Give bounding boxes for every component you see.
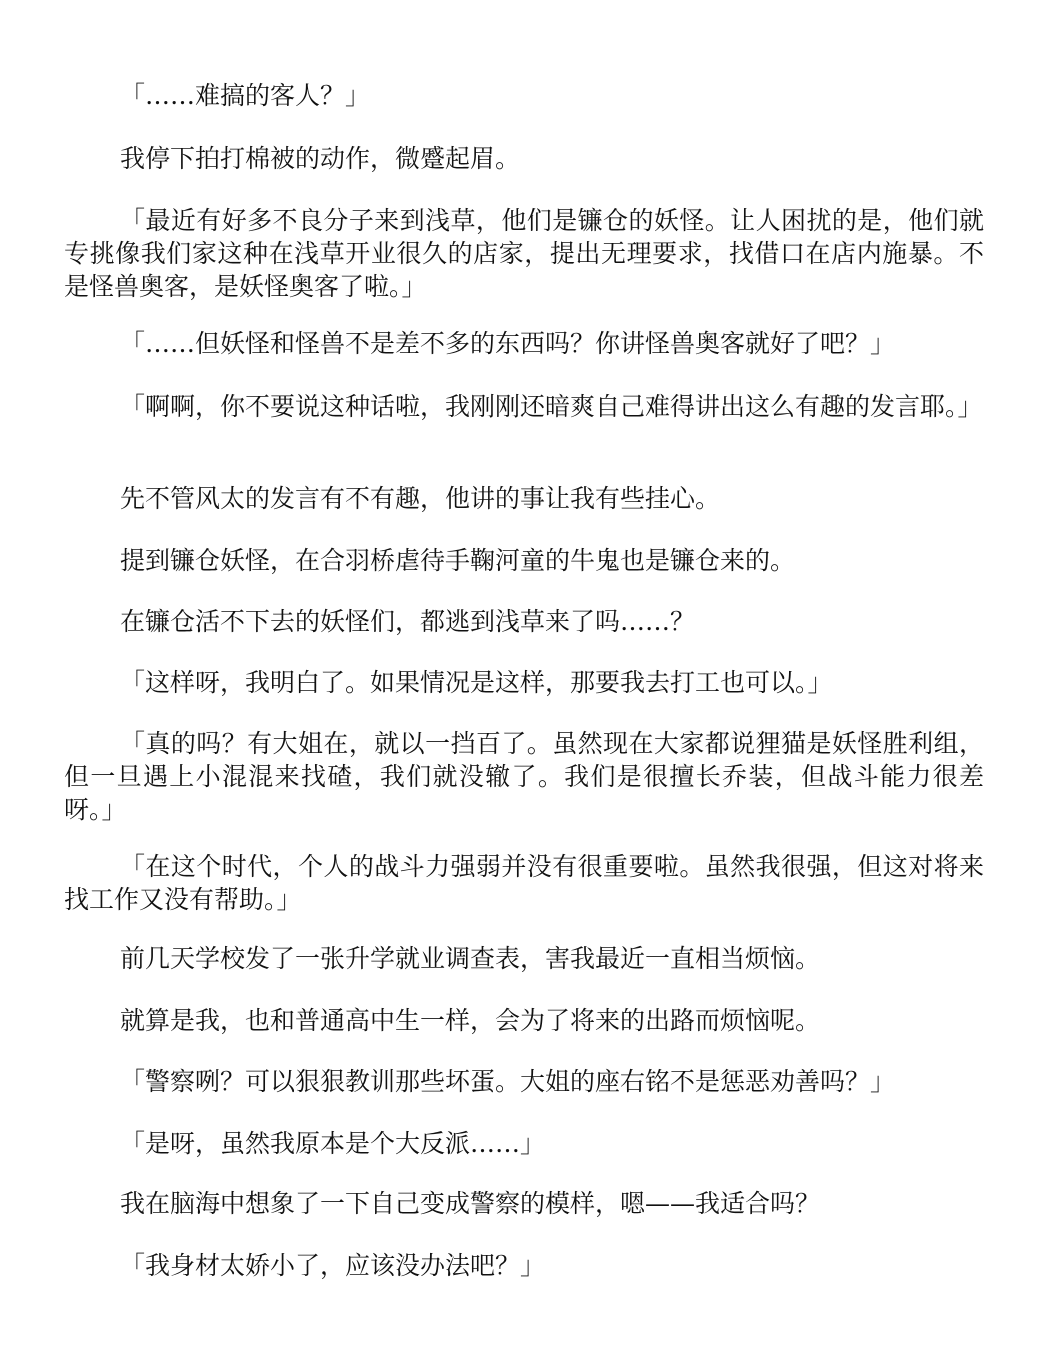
paragraph: 「真的吗？有大姐在，就以一挡百了。虽然现在大家都说狸猫是妖怪胜利组，但一旦遇上小混混来找碴，我们就没辙了。我们是很擅长乔装，但战斗能力很差呀。」 xyxy=(64,729,984,824)
paragraph: 我停下拍打棉被的动作，微蹙起眉。 xyxy=(120,144,521,173)
paragraph: 「在这个时代，个人的战斗力强弱并没有很重要啦。虽然我很强，但这对将来找工作又没有帮助。」 xyxy=(64,852,984,914)
paragraph: 「最近有好多不良分子来到浅草，他们是镰仓的妖怪。让人困扰的是，他们就专挑像我们家这种在浅草开业很久的店家，提出无理要求，找借口在店内施暴。不是怪兽奥客，是妖怪奥客了啦。」 xyxy=(64,206,984,301)
paragraph: 前几天学校发了一张升学就业调查表，害我最近一直相当烦恼。 xyxy=(120,944,821,973)
paragraph: 就算是我，也和普通高中生一样，会为了将来的出路而烦恼呢。 xyxy=(120,1006,821,1035)
paragraph: 「……但妖怪和怪兽不是差不多的东西吗？你讲怪兽奥客就好了吧？」 xyxy=(120,329,896,358)
document-page xyxy=(64,0,984,1354)
paragraph: 「我身材太娇小了，应该没办法吧？」 xyxy=(120,1251,546,1280)
paragraph: 「……难搞的客人？」 xyxy=(120,81,371,110)
paragraph: 我在脑海中想象了一下自己变成警察的模样，嗯——我适合吗？ xyxy=(120,1189,821,1218)
paragraph: 先不管风太的发言有不有趣，他讲的事让我有些挂心。 xyxy=(120,484,721,513)
paragraph: 「这样呀，我明白了。如果情况是这样，那要我去打工也可以。」 xyxy=(120,668,833,697)
paragraph: 「啊啊，你不要说这种话啦，我刚刚还暗爽自己难得讲出这么有趣的发言耶。」 xyxy=(120,392,983,421)
paragraph: 「警察咧？可以狠狠教训那些坏蛋。大姐的座右铭不是惩恶劝善吗？」 xyxy=(120,1067,896,1096)
paragraph: 在镰仓活不下去的妖怪们，都逃到浅草来了吗……？ xyxy=(120,607,696,636)
paragraph: 提到镰仓妖怪，在合羽桥虐待手鞠河童的牛鬼也是镰仓来的。 xyxy=(120,546,796,575)
paragraph: 「是呀，虽然我原本是个大反派……」 xyxy=(120,1129,546,1158)
